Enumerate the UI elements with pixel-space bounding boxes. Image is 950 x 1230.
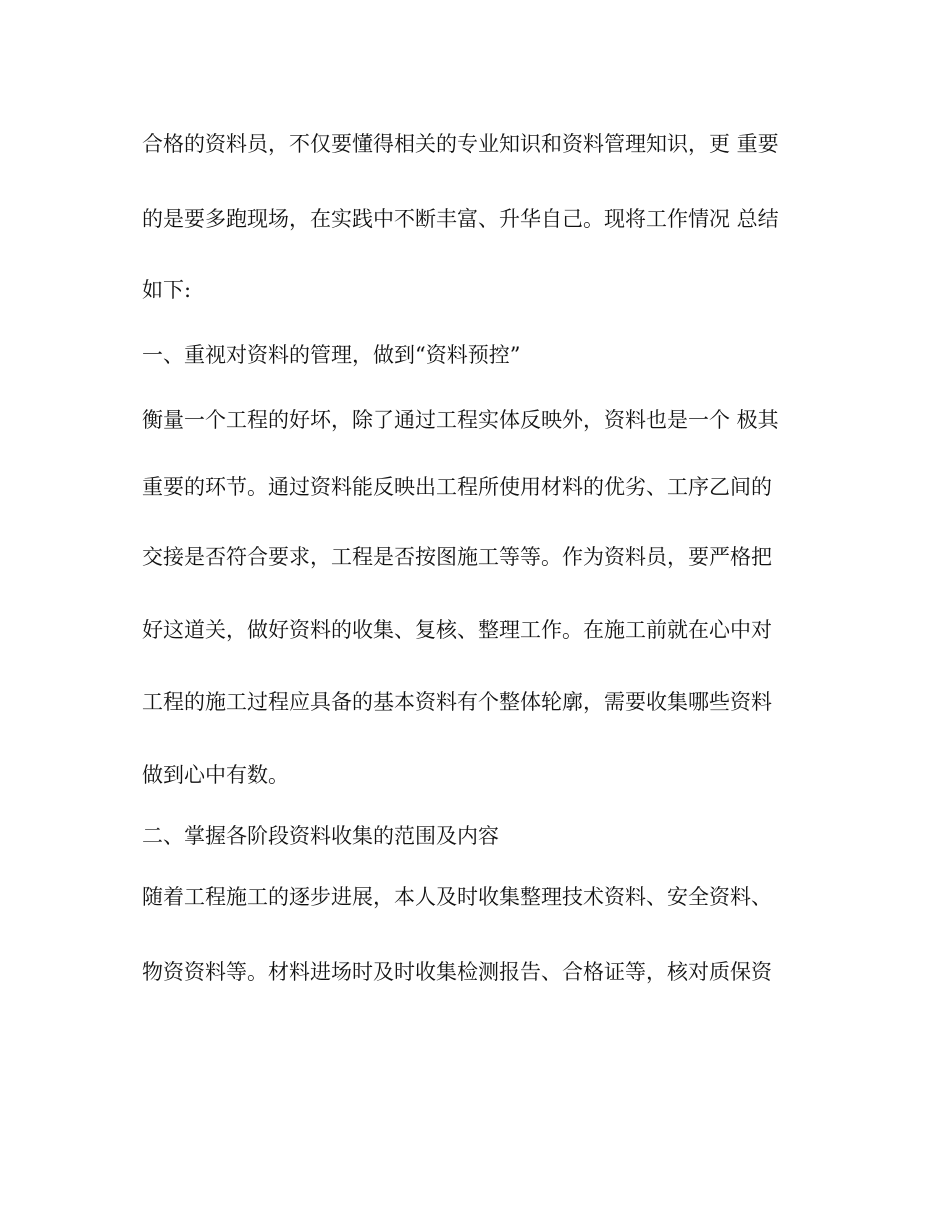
paragraph-line: 工程的施工过程应具备的基本资料有个整体轮廓，需要收集哪些资料 (142, 690, 772, 714)
paragraph-line: 重要的环节。通过资料能反映出工程所使用材料的优劣、工序乙间的 (142, 475, 772, 499)
section-heading: 一、重视对资料的管理，做到“资料预控” (142, 343, 521, 367)
paragraph-line: 好这道关，做好资料的收集、复核、整理工作。在施工前就在心中对 (142, 618, 772, 642)
section-heading: 二、掌握各阶段资料收集的范围及内容 (142, 824, 499, 848)
paragraph-line: 如下: (142, 278, 192, 302)
paragraph-line: 合格的资料员，不仅要懂得相关的专业知识和资料管理知识，更 重要 (142, 132, 779, 156)
paragraph-line: 物资资料等。材料进场时及时收集检测报告、合格证等，核对质保资 (142, 960, 772, 984)
paragraph-line: 的是要多跑现场，在实践中不断丰富、升华自己。现将工作情况 总结 (142, 207, 779, 231)
paragraph-line: 衡量一个工程的好坏，除了通过工程实体反映外，资料也是一个 极其 (142, 408, 779, 432)
paragraph-line: 随着工程施工的逐步进展，本人及时收集整理技术资料、安全资料、 (142, 885, 772, 909)
paragraph-line: 交接是否符合要求，工程是否按图施工等等。作为资料员，要严格把 (142, 545, 772, 569)
paragraph-line: 做到心中有数。 (142, 763, 289, 787)
